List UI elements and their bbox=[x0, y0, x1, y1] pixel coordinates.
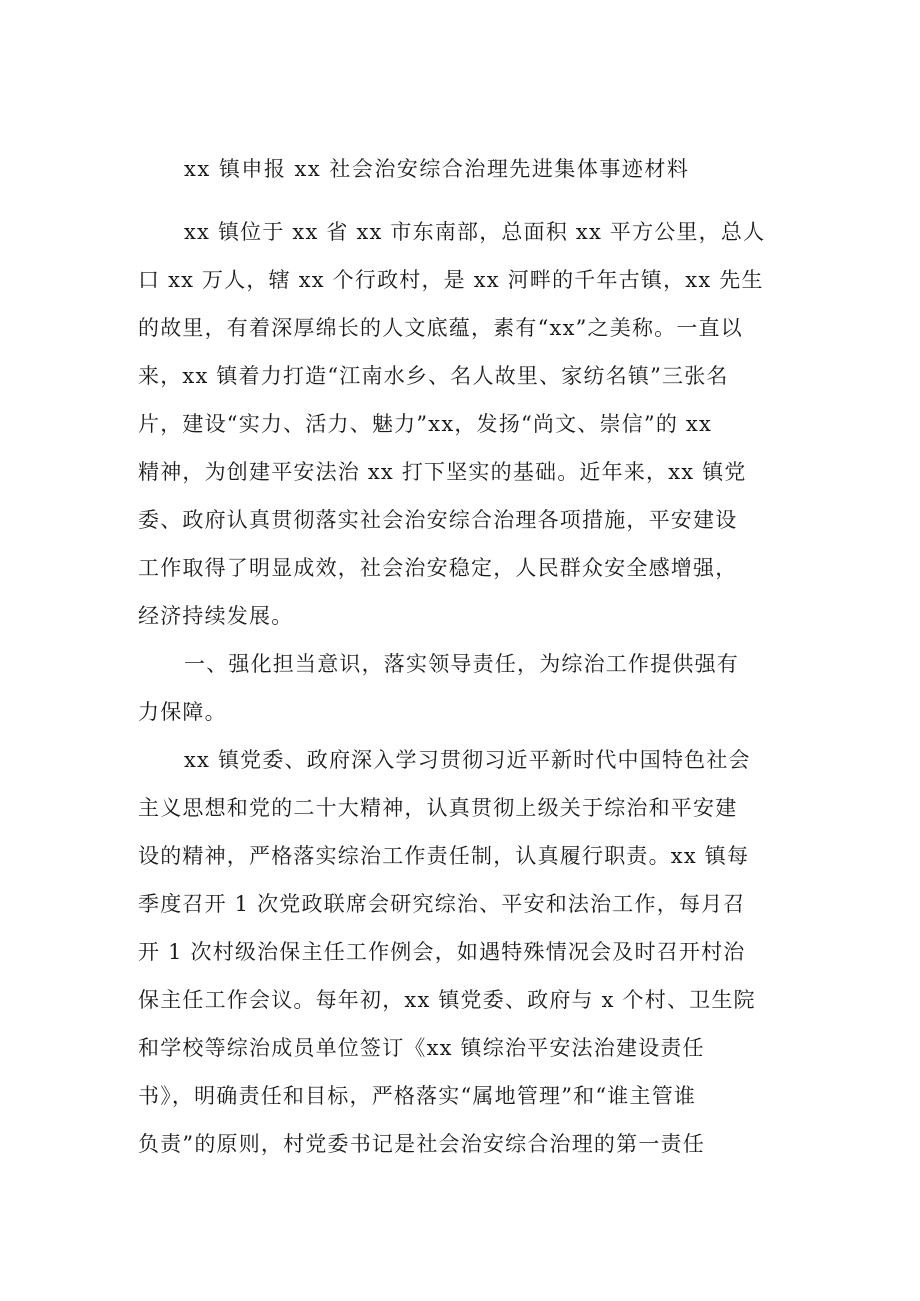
paragraph-2-line-7: 和学校等综治成员单位签订《xx 镇综治平安法治建设责任 bbox=[138, 1036, 705, 1060]
paragraph-2-line-3: 设的精神，严格落实综治工作责任制，认真履行职责。xx 镇每 bbox=[138, 844, 750, 868]
paragraph-1-line-4: 来，xx 镇着力打造“江南水乡、名人故里、家纺名镇”三张名 bbox=[138, 364, 729, 388]
paragraph-1-line-5: 片，建设“实力、活力、魅力”xx，发扬“尚文、崇信”的 xx bbox=[138, 412, 712, 436]
paragraph-2-line-4: 季度召开 1 次党政联席会研究综治、平安和法治工作，每月召 bbox=[138, 892, 746, 916]
paragraph-1-line-8: 工作取得了明显成效，社会治安稳定，人民群众安全感增强， bbox=[138, 556, 738, 580]
paragraph-2-line-5: 开 1 次村级治保主任工作例会，如遇特殊情况会及时召开村治 bbox=[138, 940, 746, 964]
document-title: xx 镇申报 xx 社会治安综合治理先进集体事迹材料 bbox=[184, 157, 690, 181]
paragraph-2-line-9: 负责”的原则，村党委书记是社会治安综合治理的第一责任 bbox=[138, 1132, 705, 1156]
paragraph-1-line-9: 经济持续发展。 bbox=[138, 604, 294, 628]
paragraph-2-line-1: xx 镇党委、政府深入学习贯彻习近平新时代中国特色社会 bbox=[184, 748, 751, 772]
paragraph-2-line-8: 书》，明确责任和目标，严格落实“属地管理”和“谁主管谁 bbox=[138, 1084, 697, 1108]
paragraph-1-line-6: 精神，为创建平安法治 xx 打下坚实的基础。近年来，xx 镇党 bbox=[138, 460, 747, 484]
section-heading-line-2: 力保障。 bbox=[138, 700, 227, 724]
paragraph-2-line-6: 保主任工作会议。每年初，xx 镇党委、政府与 x 个村、卫生院 bbox=[138, 988, 756, 1012]
paragraph-1-line-1: xx 镇位于 xx 省 xx 市东南部，总面积 xx 平方公里，总人 bbox=[184, 220, 766, 244]
paragraph-1-line-7: 委、政府认真贯彻落实社会治安综合治理各项措施，平安建设 bbox=[138, 508, 738, 532]
section-heading-line-1: 一、强化担当意识，落实领导责任，为综治工作提供强有 bbox=[184, 652, 739, 676]
paragraph-2-line-2: 主义思想和党的二十大精神，认真贯彻上级关于综治和平安建 bbox=[138, 796, 738, 820]
paragraph-1-line-2: 口 xx 万人，辖 xx 个行政村，是 xx 河畔的千年古镇，xx 先生 bbox=[138, 268, 764, 292]
paragraph-1-line-3: 的故里，有着深厚绵长的人文底蕴，素有“xx”之美称。一直以 bbox=[138, 316, 743, 340]
